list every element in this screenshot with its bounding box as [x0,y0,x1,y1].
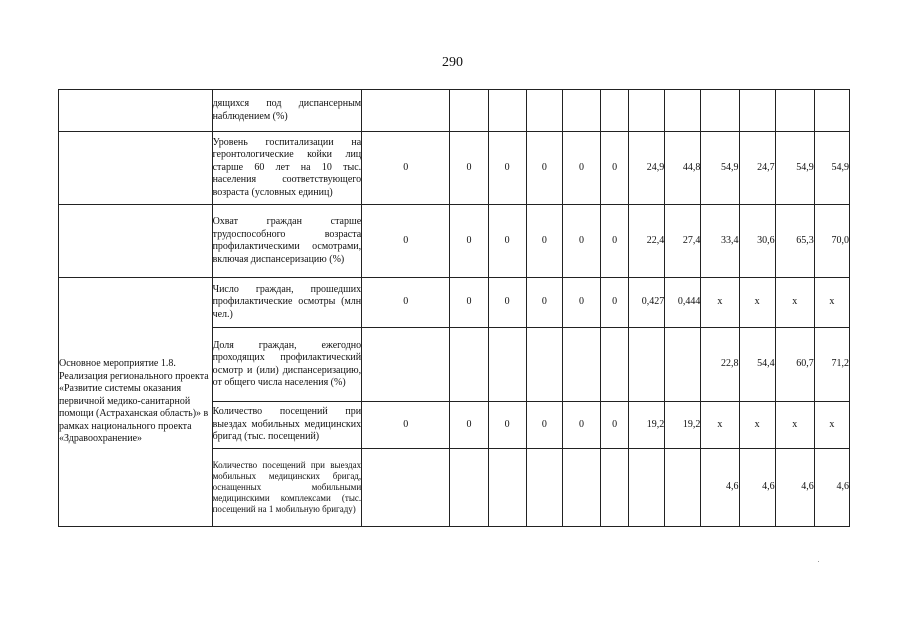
value-cell [665,449,701,527]
value-cell: 0 [450,402,488,449]
value-cell [601,449,629,527]
value-cell [701,90,739,132]
value-cell [450,90,488,132]
value-cell [629,90,665,132]
value-cell: 0 [562,132,600,205]
value-cell: 0 [488,402,526,449]
value-cell: 24,9 [629,132,665,205]
value-cell [775,90,814,132]
value-cell [562,90,600,132]
value-cell: 60,7 [775,328,814,402]
value-cell: 0 [488,205,526,278]
value-cell: 22,8 [701,328,739,402]
value-cell: х [775,278,814,328]
value-cell [362,328,450,402]
value-cell [629,449,665,527]
table-row [59,132,850,205]
indicator-name: Охват граждан старше трудоспособного возраста профилактическими осмотрами, включая диспансеризацию (%) [212,205,362,278]
value-cell [488,328,526,402]
value-cell: 0,444 [665,278,701,328]
value-cell: х [701,402,739,449]
value-cell [488,90,526,132]
value-cell: 0 [450,278,488,328]
value-cell: 0 [601,205,629,278]
scan-speck [818,561,819,562]
indicators-table [58,89,850,527]
value-cell [450,449,488,527]
value-cell: х [739,402,775,449]
value-cell [739,90,775,132]
value-cell: х [775,402,814,449]
value-cell: 0 [362,132,450,205]
indicator-name: Количество посещений при выездах мобильных медицинских бригад, оснащенных мобильными медицинскими комплексами (тыс. посещений на 1 мобильную бригаду) [212,449,362,527]
value-cell: 0 [450,205,488,278]
value-cell [665,90,701,132]
indicator-name: Уровень госпитализации на геронтологические койки лиц старше 60 лет на 10 тыс. населения соответствующего возраста (условных единиц) [212,132,362,205]
value-cell: 0 [362,278,450,328]
value-cell: 54,9 [701,132,739,205]
value-cell: 19,2 [665,402,701,449]
value-cell [526,90,562,132]
indicator-name: Количество посещений при выездах мобильных медицинских бригад (тыс. посещений) [212,402,362,449]
activity-label: Основное мероприятие 1.8. Реализация регионального проекта «Развитие системы оказания первичной медико-санитарной помощи (Астраханская область)» в рамках национального проекта «Здравоохранение» [59,278,213,527]
table-row [59,278,850,328]
value-cell: 54,9 [775,132,814,205]
value-cell [629,328,665,402]
value-cell [665,328,701,402]
value-cell: 24,7 [739,132,775,205]
value-cell: 4,6 [739,449,775,527]
value-cell: 4,6 [814,449,849,527]
value-cell [601,90,629,132]
value-cell: 4,6 [775,449,814,527]
value-cell: 0 [601,278,629,328]
value-cell [362,90,450,132]
value-cell [562,328,600,402]
value-cell: 19,2 [629,402,665,449]
value-cell: 0,427 [629,278,665,328]
value-cell: 33,4 [701,205,739,278]
value-cell: 0 [562,402,600,449]
value-cell: х [814,402,849,449]
value-cell: 0 [562,205,600,278]
value-cell: 70,0 [814,205,849,278]
indicator-name: Число граждан, прошедших профилактические осмотры (млн чел.) [212,278,362,328]
value-cell: 65,3 [775,205,814,278]
value-cell [526,449,562,527]
empty-activity-cell [59,205,213,278]
indicator-name: Доля граждан, ежегодно проходящих профилактический осмотр и (или) диспансеризацию, от общего числа населения (%) [212,328,362,402]
page-number: 290 [442,55,463,70]
empty-activity-cell [59,90,213,132]
value-cell: 0 [526,278,562,328]
value-cell: 0 [362,205,450,278]
value-cell: 0 [526,402,562,449]
value-cell: 30,6 [739,205,775,278]
table-row [59,90,850,132]
value-cell: 4,6 [701,449,739,527]
value-cell [488,449,526,527]
value-cell [362,449,450,527]
value-cell: х [814,278,849,328]
value-cell: 0 [362,402,450,449]
empty-activity-cell [59,132,213,205]
value-cell: 0 [601,402,629,449]
value-cell: 0 [562,278,600,328]
value-cell: 0 [450,132,488,205]
value-cell [450,328,488,402]
value-cell: 54,9 [814,132,849,205]
value-cell: 27,4 [665,205,701,278]
value-cell [562,449,600,527]
value-cell: 22,4 [629,205,665,278]
value-cell: х [701,278,739,328]
value-cell: 44,8 [665,132,701,205]
value-cell [601,328,629,402]
value-cell: 0 [488,132,526,205]
value-cell: 0 [526,132,562,205]
table-row [59,205,850,278]
value-cell [526,328,562,402]
value-cell: 0 [488,278,526,328]
value-cell [814,90,849,132]
value-cell: 0 [601,132,629,205]
value-cell: 71,2 [814,328,849,402]
indicator-name: дящихся под диспансерным наблюдением (%) [212,90,362,132]
value-cell: 54,4 [739,328,775,402]
value-cell: х [739,278,775,328]
value-cell: 0 [526,205,562,278]
